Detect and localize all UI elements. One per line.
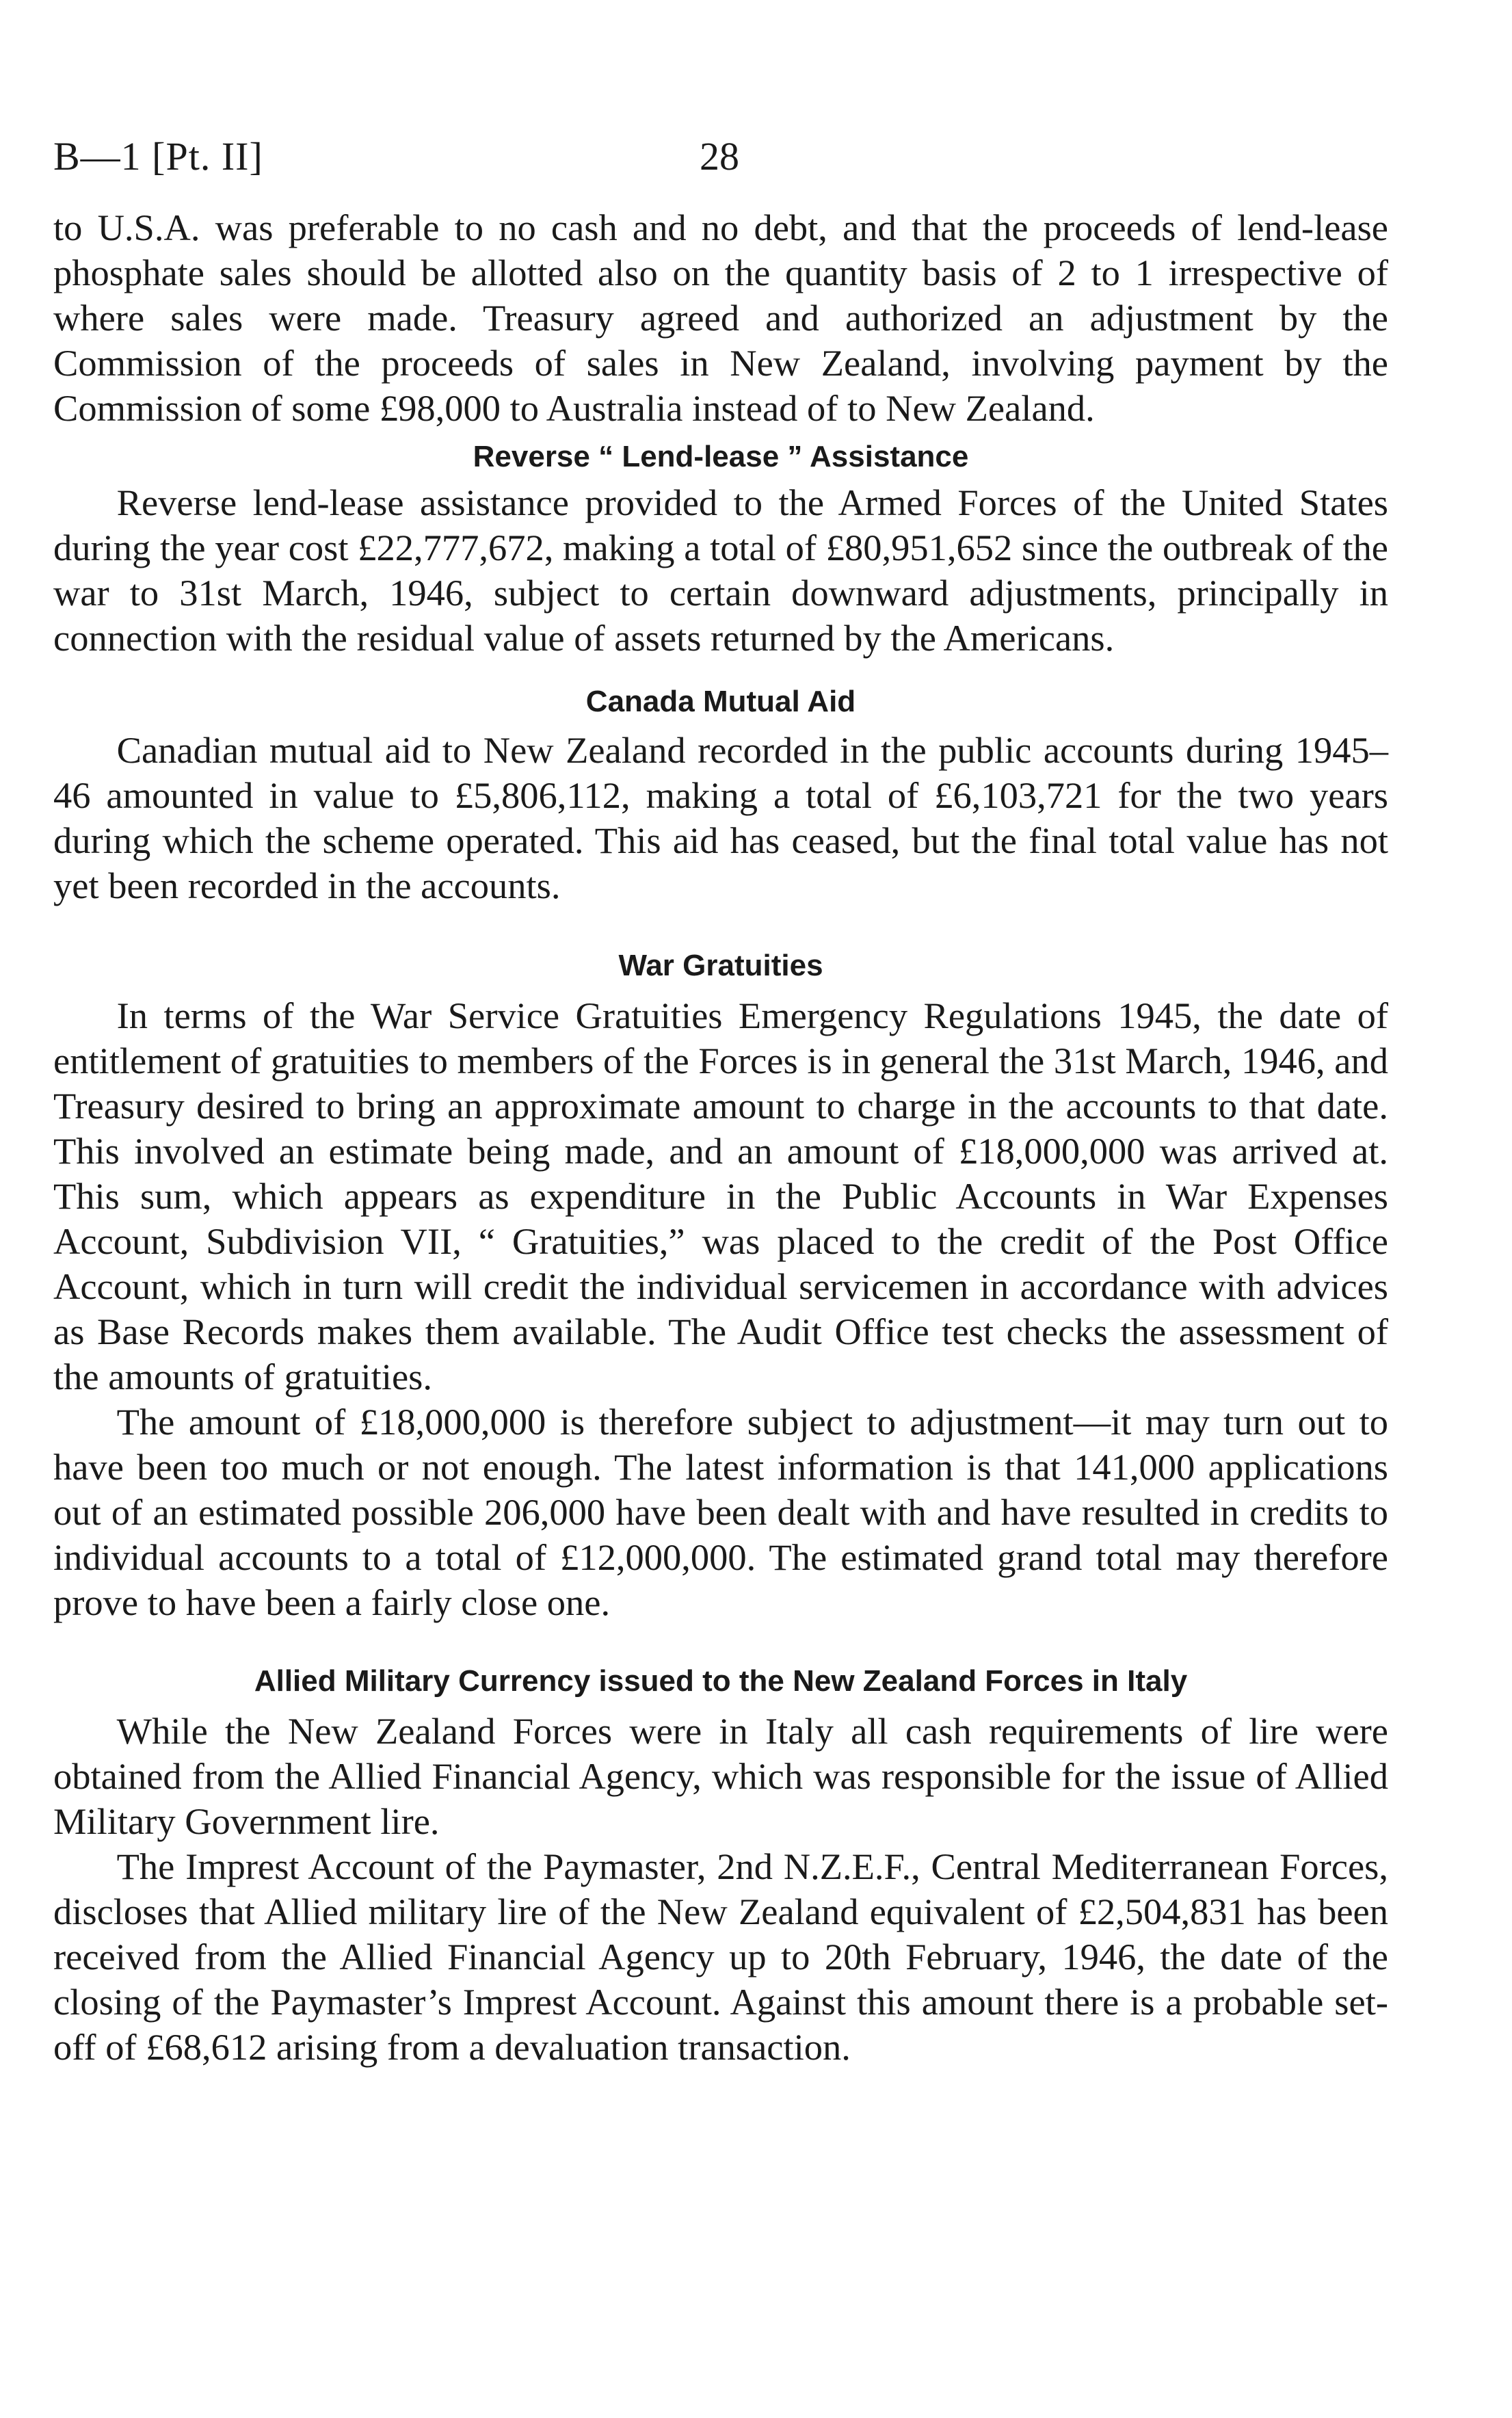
section-heading-reverse-lend-lease: Reverse “ Lend-lease ” Assistance	[473, 440, 969, 473]
section-allied-military-currency	[53, 1709, 1388, 2070]
section-lend-lease-continuation	[53, 205, 1388, 431]
paragraph: Reverse lend-lease assistance provided to the Armed Forces of the United States during the year cost £22,777,672, making a total of £80,951,652 since the outbreak of the war to 31st March, 1946, subject to certain downward adjustments, principally in connection with the residual value of assets returned by the Americans.	[53, 482, 1388, 659]
paragraph: The amount of £18,000,000 is therefore subject to adjustment—it may turn out to have been too much or not enough. The latest information is that 141,000 applications out of an estimated possible 206,000 have been dealt with and have resulted in credits to individual accounts to a total of £12,000,000. The estimated grand total may therefore prove to have been a fairly close one.	[53, 1401, 1388, 1623]
page-number: 28	[700, 134, 739, 179]
section-canada-mutual-aid	[53, 728, 1388, 908]
section-heading-canada-mutual-aid: Canada Mutual Aid	[585, 685, 856, 718]
document-reference: B—1 [Pt. II]	[53, 134, 263, 179]
paragraph: Canadian mutual aid to New Zealand recorded in the public accounts during 1945–46 amounted in value to £5,806,112, making a total of £6,103,721 for the two years during which the scheme operated. This aid has ceased, but the final total value has not yet been recorded in the accounts.	[53, 729, 1388, 906]
paragraph: The Imprest Account of the Paymaster, 2nd N.Z.E.F., Central Mediterranean Forces, discloses that Allied military lire of the New Zealand equivalent of £2,504,831 has been received from the Allied Financial Agency up to 20th February, 1946, the date of the closing of the Paymaster’s Imprest Account. Against this amount there is a probable set-off of £68,612 arising from a devaluation transaction.	[53, 1845, 1388, 2068]
page-header	[53, 133, 737, 181]
page-body	[53, 205, 1388, 2070]
paragraph: to U.S.A. was preferable to no cash and no debt, and that the proceeds of lend-lease phosphate sales should be allotted also on the quantity basis of 2 to 1 irrespective of where sales were made. Treasury agreed and authorized an adjustment by the Commission of the proceeds of sales in New Zealand, involving payment by the Commission of some £98,000 to Australia instead of to New Zealand.	[53, 207, 1388, 429]
section-heading-allied-military-currency: Allied Military Currency issued to the New Zealand Forces in Italy	[254, 1664, 1188, 1698]
paragraph: While the New Zealand Forces were in Italy all cash requirements of lire were obtained from the Allied Financial Agency, which was responsible for the issue of Allied Military Government lire.	[53, 1710, 1388, 1842]
paragraph: In terms of the War Service Gratuities Emergency Regulations 1945, the date of entitlement of gratuities to members of the Forces is in general the 31st March, 1946, and Treasury desired to bring an approximate amount to charge in the accounts to that date. This involved an estimate being made, and an amount of £18,000,000 was arrived at. This sum, which appears as expenditure in the Public Accounts in War Expenses Account, Subdivision VII, “ Gratuities,” was placed to the credit of the Post Office Account, which in turn will credit the individual servicemen in accordance with advices as Base Records makes them available. The Audit Office test checks the assessment of the amounts of gratuities.	[53, 995, 1388, 1397]
section-reverse-lend-lease	[53, 480, 1388, 661]
section-war-gratuities	[53, 993, 1388, 1625]
section-heading-war-gratuities: War Gratuities	[618, 949, 823, 982]
